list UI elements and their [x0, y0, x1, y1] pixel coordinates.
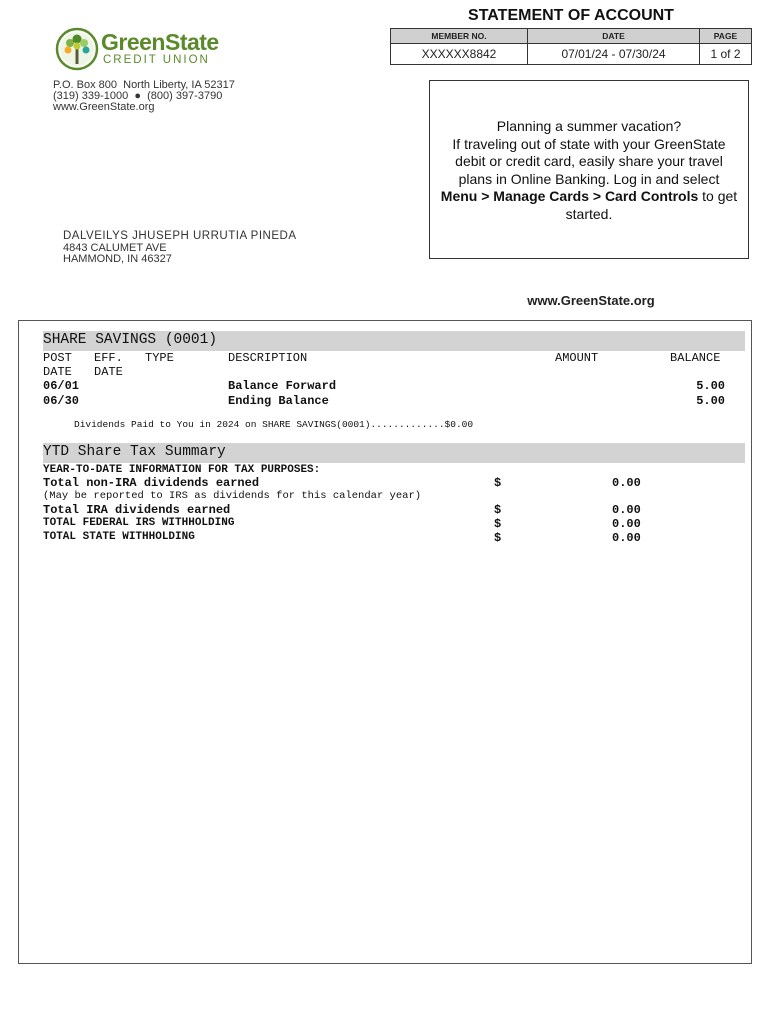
- ytd-line3-label: TOTAL FEDERAL IRS WITHHOLDING: [43, 517, 235, 529]
- col-eff: EFF.: [94, 351, 123, 365]
- col-type: TYPE: [145, 351, 174, 365]
- ytd-heading: YEAR-TO-DATE INFORMATION FOR TAX PURPOSES:: [43, 464, 321, 476]
- website-link[interactable]: www.GreenState.org: [527, 293, 655, 308]
- statement-title: STATEMENT OF ACCOUNT: [468, 7, 674, 24]
- promo-message-box: [429, 80, 749, 259]
- col-eff-date: DATE: [94, 365, 123, 379]
- col-post-date: DATE: [43, 365, 72, 379]
- tree-logo-icon: [55, 27, 99, 71]
- header-date: DATE: [528, 29, 700, 44]
- col-balance: BALANCE: [670, 351, 721, 365]
- promo-headline: Planning a summer vacation?: [496, 118, 682, 134]
- page-number: 1 of 2: [700, 44, 752, 65]
- ytd-line4-currency: $: [494, 531, 502, 545]
- logo-subtitle: CREDIT UNION: [103, 54, 210, 66]
- ytd-note: (May be reported to IRS as dividends for this calendar year): [43, 490, 422, 502]
- account-detail-panel: [18, 320, 752, 964]
- cu-address: P.O. Box 800 North Liberty, IA 52317: [53, 79, 235, 91]
- row-2-balance: 5.00: [696, 394, 725, 408]
- ytd-line2-value: 0.00: [612, 503, 641, 517]
- ytd-line4-label: TOTAL STATE WITHHOLDING: [43, 531, 195, 543]
- credit-union-contact: [53, 80, 235, 113]
- share-savings-bar: [43, 331, 745, 351]
- row-1-balance: 5.00: [696, 379, 725, 393]
- col-amount: AMOUNT: [555, 351, 599, 365]
- member-name: DALVEILYS JHUSEPH URRUTIA PINEDA: [63, 230, 297, 242]
- row-2-desc: Ending Balance: [228, 394, 329, 408]
- logo-wordmark: GreenState: [101, 29, 219, 55]
- row-1-desc: Balance Forward: [228, 379, 337, 393]
- header-member-no: MEMBER NO.: [391, 29, 528, 44]
- col-post: POST: [43, 351, 72, 365]
- ytd-title: YTD Share Tax Summary: [43, 444, 226, 460]
- ytd-line1-label: Total non-IRA dividends earned: [43, 476, 260, 490]
- ytd-line1-value: 0.00: [612, 476, 641, 490]
- greenstate-logo: [55, 27, 225, 73]
- promo-tail: to get started.: [565, 188, 738, 222]
- ytd-line1-currency: $: [494, 476, 502, 490]
- col-description: DESCRIPTION: [228, 351, 308, 365]
- ytd-line3-value: 0.00: [612, 517, 641, 531]
- member-city: HAMMOND, IN 46327: [63, 253, 172, 265]
- share-savings-title: SHARE SAVINGS (0001): [43, 332, 218, 348]
- member-address: [63, 231, 297, 265]
- promo-body: If traveling out of state with your GreenState debit or credit card, easily share your travel plans in Online Banking. Log in and select: [452, 135, 726, 187]
- header-page: PAGE: [700, 29, 752, 44]
- cu-website[interactable]: www.GreenState.org: [53, 101, 155, 113]
- statement-header-table: [390, 28, 752, 65]
- cu-phones: (319) 339-1000 ● (800) 397-3790: [53, 90, 223, 102]
- ytd-bar: [43, 443, 745, 463]
- member-street: 4843 CALUMET AVE: [63, 242, 167, 254]
- ytd-line4-value: 0.00: [612, 531, 641, 545]
- statement-period: 07/01/24 - 07/30/24: [528, 44, 700, 65]
- promo-menu-path: Menu > Manage Cards > Card Controls: [440, 188, 699, 204]
- member-number: XXXXXX8842: [391, 44, 528, 65]
- promo-message: [438, 118, 740, 223]
- ytd-line3-currency: $: [494, 517, 502, 531]
- ytd-line2-currency: $: [494, 503, 502, 517]
- dividends-note: Dividends Paid to You in 2024 on SHARE SAVINGS(0001).............$0.00: [74, 419, 474, 430]
- ytd-line2-label: Total IRA dividends earned: [43, 503, 231, 517]
- row-2-date: 06/30: [43, 394, 80, 408]
- row-1-date: 06/01: [43, 379, 80, 393]
